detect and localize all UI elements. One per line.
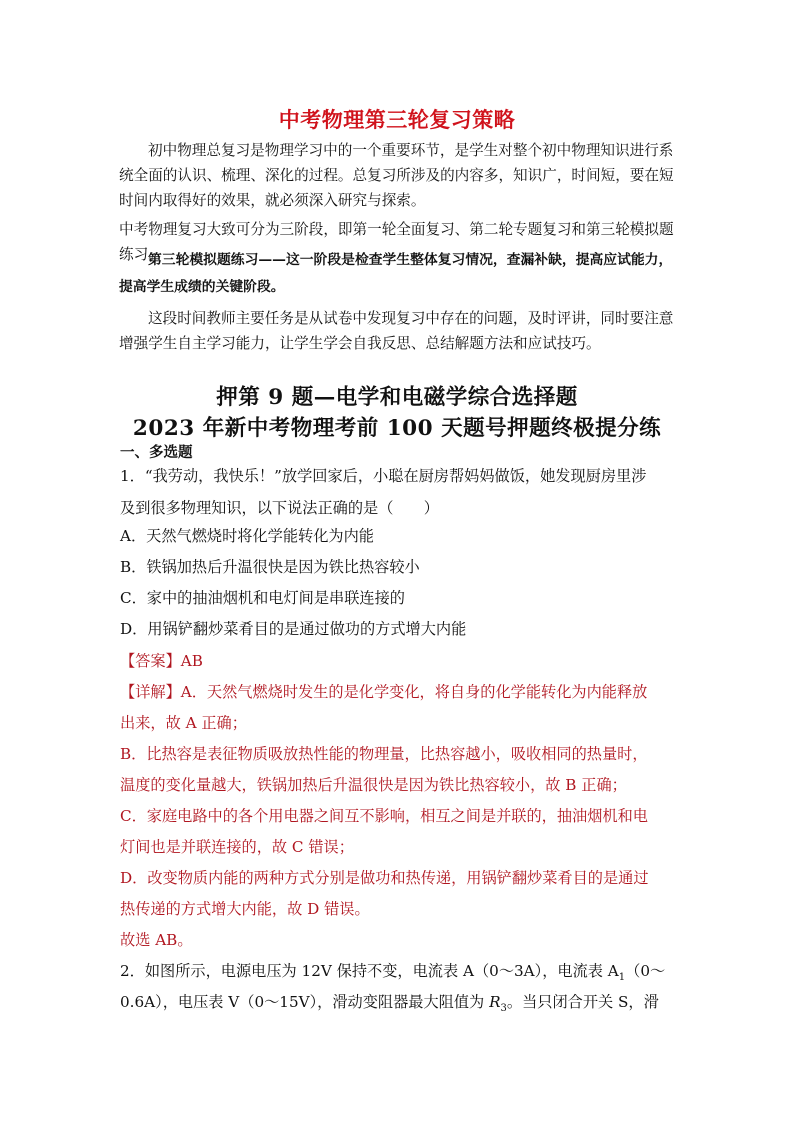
ammeter-subscript: 1 xyxy=(618,972,626,984)
answer-line xyxy=(120,645,684,677)
detail-d-line-1: D．改变物质内能的两种方式分别是做功和热传递，用锅铲翻炒菜肴目的是通过 xyxy=(120,869,649,887)
detail-a-text: A．天然气燃烧时发生的是化学变化，将自身的化学能转化为内能释放 xyxy=(180,683,648,701)
question-2-line-1 xyxy=(120,955,684,987)
question-1-option-d: D．用锅铲翻炒菜肴目的是通过做功的方式增大内能 xyxy=(120,620,467,638)
detail-conclusion: 故选 AB。 xyxy=(120,931,193,949)
resistor-variable: R xyxy=(489,993,501,1011)
detail-a-line-1 xyxy=(120,676,684,708)
detail-tag: 【详解】 xyxy=(120,683,181,701)
question-1-stem-line-1: 1．“我劳动，我快乐！”放学回家后，小聪在厨房帮妈妈做饭，她发现厨房里涉 xyxy=(120,467,647,485)
question-2-line-2-text-a: 0.6A），电压表 V（0～15V），滑动变阻器最大阻值为 xyxy=(120,993,490,1011)
question-1-option-a: A．天然气燃烧时将化学能转化为内能 xyxy=(120,527,374,545)
section-heading: 一、多选题 xyxy=(120,444,193,461)
question-1-option-b: B．铁锅加热后升温很快是因为铁比热容较小 xyxy=(120,558,420,576)
intro-paragraph-2: 中考物理复习大致可分为三阶段，即第一轮全面复习、第二轮专题复习和第三轮模拟题练习。 xyxy=(119,221,674,263)
detail-b-line-2: 温度的变化量越大，铁锅加热后升温很快是因为铁比热容较小，故 B 正确； xyxy=(120,776,627,794)
answer-value: AB xyxy=(180,652,203,670)
question-1-option-c: C．家中的抽油烟机和电灯间是串联连接的 xyxy=(120,589,405,607)
detail-c-line-1: C．家庭电路中的各个用电器之间互不影响，相互之间是并联的，抽油烟机和电 xyxy=(120,807,648,825)
intro-paragraph-1: 初中物理总复习是物理学习中的一个重要环节，是学生对整个初中物理知识进行系统全面的认识、梳理、深化的过程。总复习所涉及的内容多，知识广，时间短，要在短时间内取得好的效果，就必须深入研究与探索。 xyxy=(119,142,674,209)
detail-b-line-1: B．比热容是表征物质吸放热性能的物理量，比热容越小，吸收相同的热量时， xyxy=(120,745,648,763)
detail-d-line-2: 热传递的方式增大内能，故 D 错误。 xyxy=(120,900,370,918)
question-2-line-2 xyxy=(120,986,684,1018)
document-title: 中考物理第三轮复习策略 xyxy=(278,108,516,132)
section-title-2: 2023 年新中考物理考前 100 天题号押题终极提分练 xyxy=(132,416,662,441)
detail-c-line-2: 灯间也是并联连接的，故 C 错误； xyxy=(120,838,354,856)
question-2-line-2-text-b: 。当只闭合开关 S，滑 xyxy=(506,993,659,1011)
detail-a-line-2: 出来，故 A 正确； xyxy=(120,714,247,732)
intro-paragraph-3: 第三轮模拟题练习——这一阶段是检查学生整体复习情况，查漏补缺，提高应试能力，提高学生成绩的关键阶段。 xyxy=(119,252,673,295)
question-2-line-1-text: 2．如图所示，电源电压为 12V 保持不变，电流表 A（0～3A），电流表 A xyxy=(120,962,619,980)
answer-tag: 【答案】 xyxy=(120,652,181,670)
question-2-line-1-tail: （0～ xyxy=(625,962,666,980)
intro-paragraph-4: 这段时间教师主要任务是从试卷中发现复习中存在的问题，及时评讲，同时要注意增强学生自主学习能力，让学生学会自我反思、总结解题方法和应试技巧。 xyxy=(119,310,674,352)
question-1-stem-line-2: 及到很多物理知识，以下说法正确的是（ ） xyxy=(120,499,439,517)
section-title-1: 押第 9 题—电学和电磁学综合选择题 xyxy=(216,385,578,410)
resistor-subscript: 3 xyxy=(500,1003,507,1015)
